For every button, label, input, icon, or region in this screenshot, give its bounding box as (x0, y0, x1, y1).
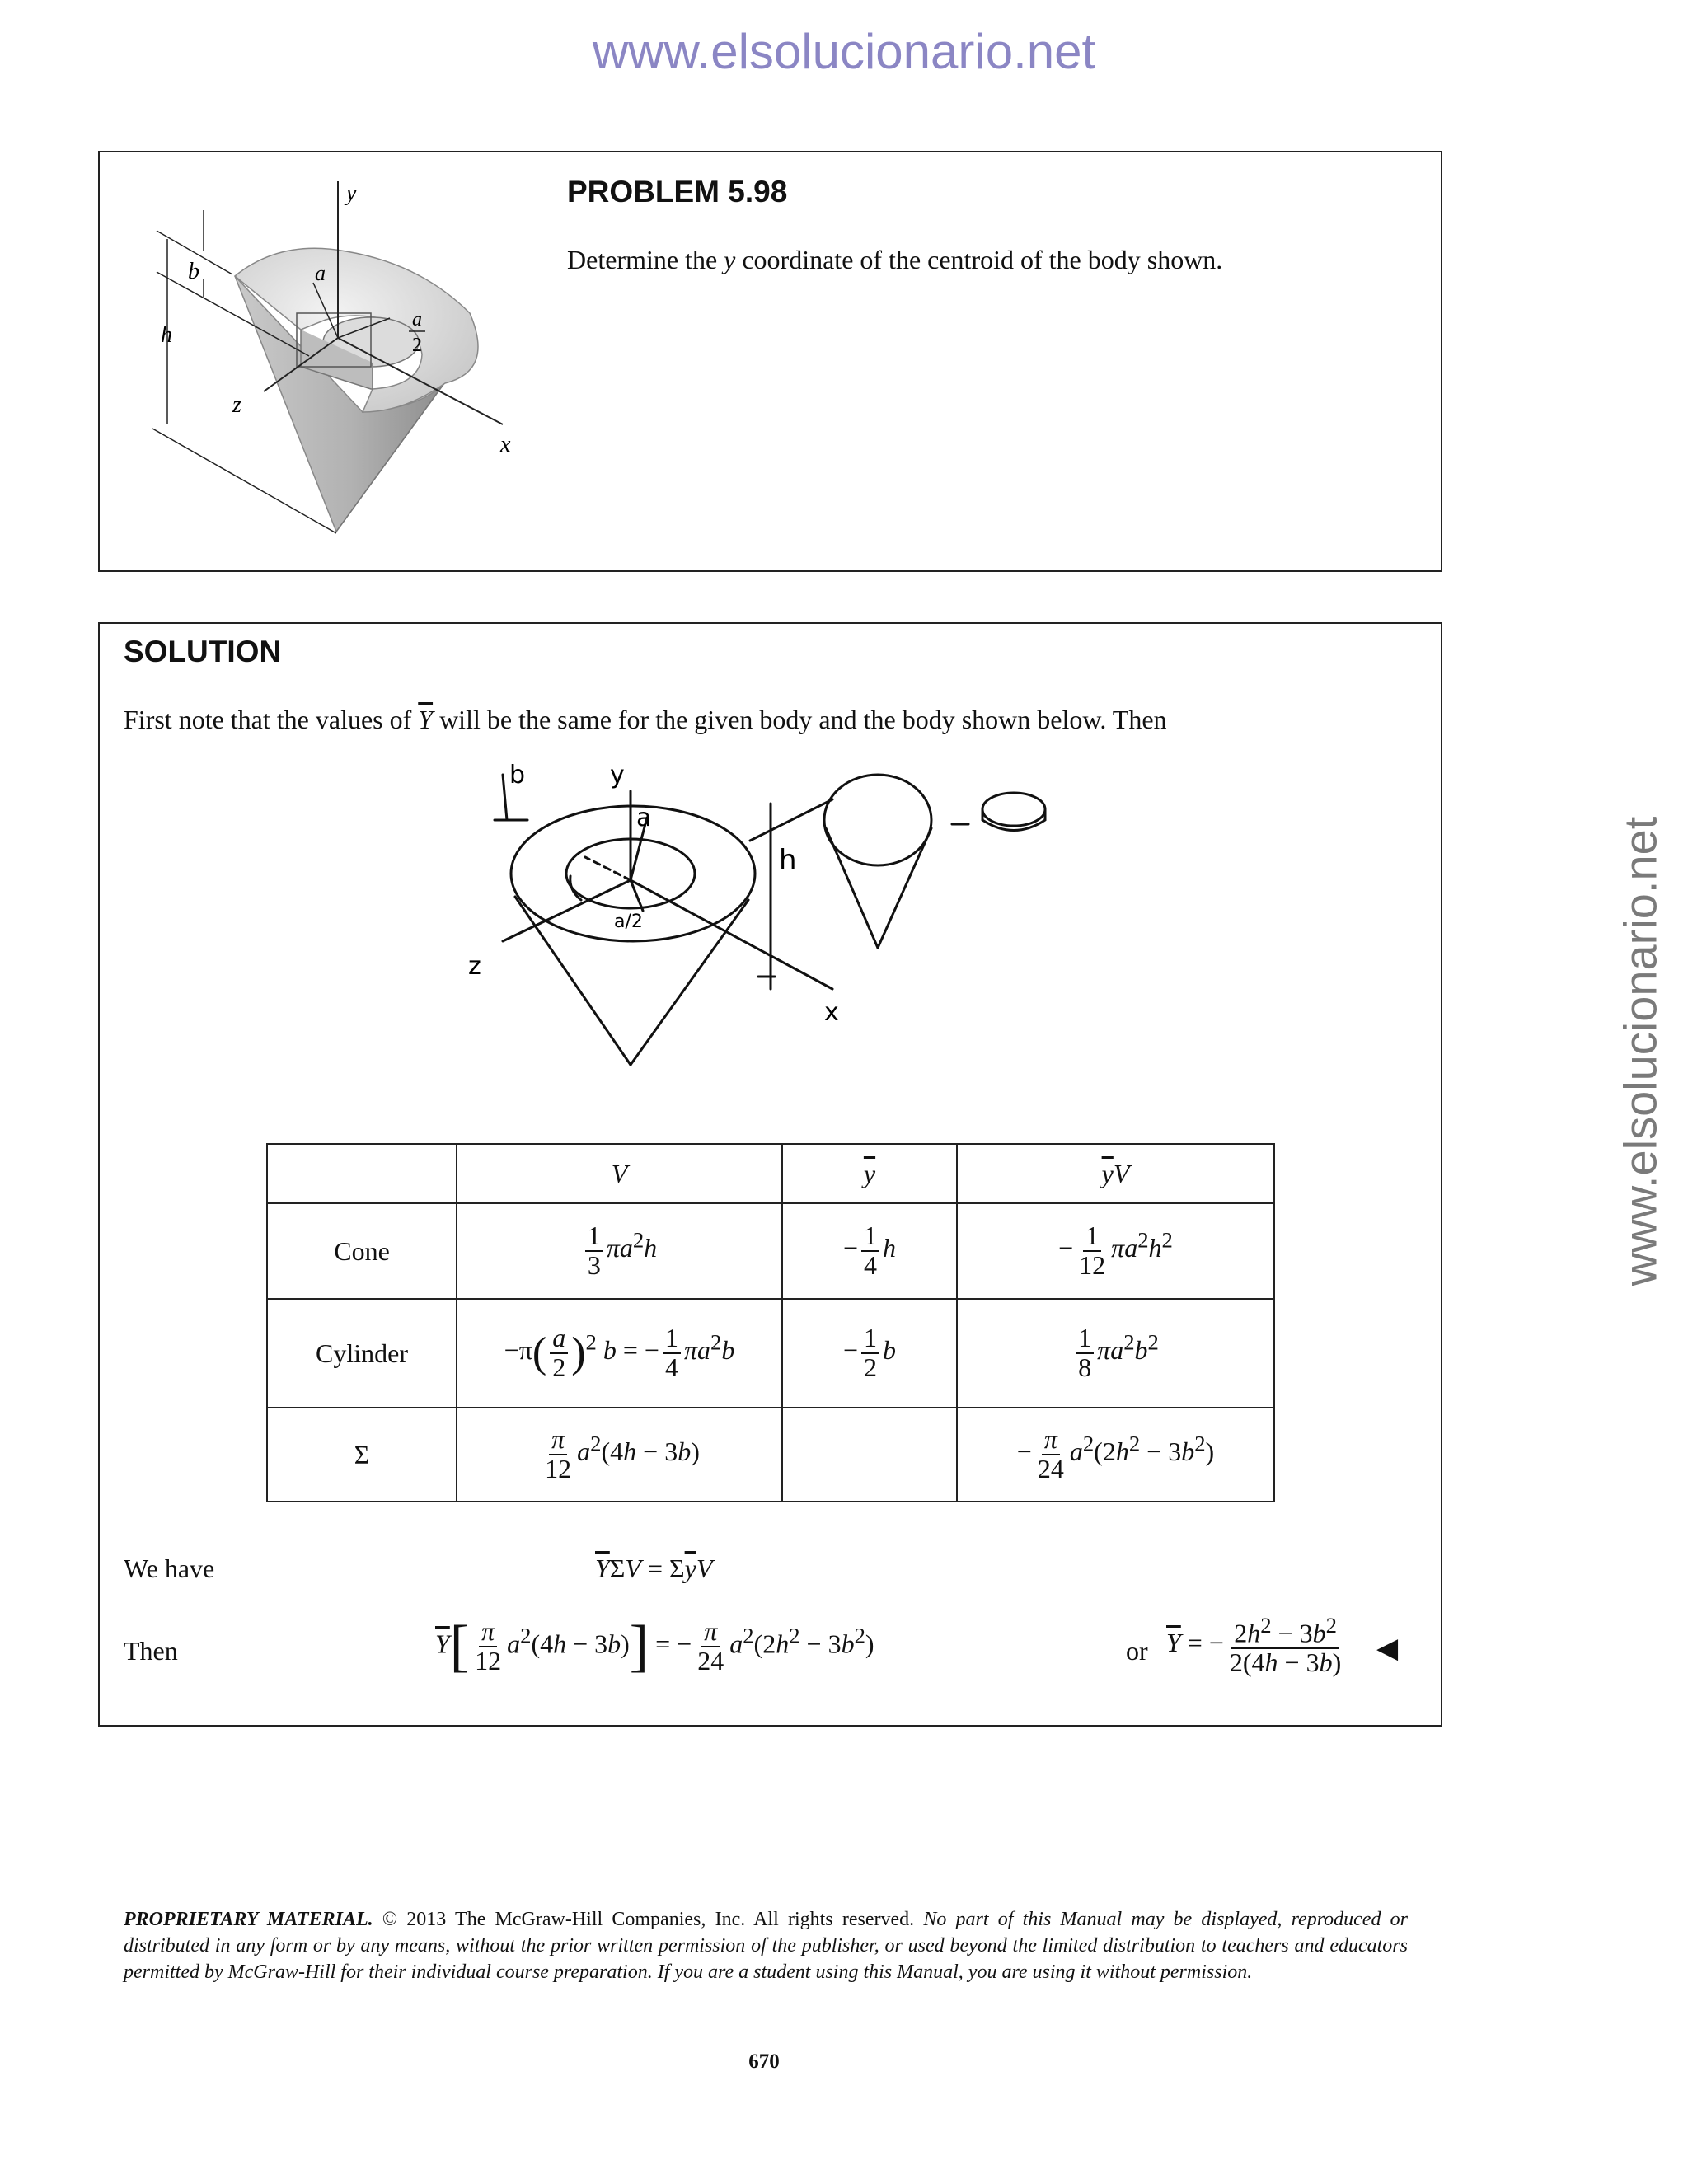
sketch-label-y: y (610, 761, 625, 790)
table-row (267, 1408, 1274, 1502)
fig-label-z: z (232, 392, 241, 418)
fig-label-a: a (315, 261, 326, 285)
cone-y: − $\frac{1}{4}$ h (782, 1203, 957, 1299)
problem-statement (567, 245, 1222, 275)
sketch-label-h: h (779, 844, 797, 877)
fig-label-h: h (161, 322, 172, 348)
we-have-equation: $\overline{Y}\Sigma V = \Sigma\overline{y}V$ (595, 1554, 713, 1583)
fig-label-a2-den: 2 (412, 335, 422, 356)
sketch-label-x: x (824, 998, 839, 1027)
table-header-yV: $\overline{y}V$ (957, 1144, 1274, 1203)
sum-yV: − $\frac{\pi}{24}$ $a^2(2h^2 - 3b^2)$ (957, 1408, 1274, 1502)
answer-equation: $\overline{Y}$ = − $\frac{2h^2 - 3b^2}{2(4h - 3b)}$ (1166, 1613, 1342, 1678)
solution-sketch (445, 758, 1088, 1080)
row-label-sum: Σ (267, 1408, 457, 1502)
cylinder-V: −π( $\frac{a}{2}$ )$^2$ b = − $\frac{1}{4}$ $\pi a^2b$ (457, 1299, 782, 1408)
table-row (267, 1203, 1274, 1299)
then-equation: $\overline{Y}$[ $\frac{\pi}{12}$ $a^2(4h - 3b)$] = − $\frac{\pi}{24}$ $a^2(2h^2 - 3b^2)$ (435, 1615, 874, 1678)
intro-var: $\overline{Y}$ (418, 705, 434, 734)
we-have-label: We have (124, 1554, 215, 1583)
sketch-label-z: z (468, 952, 481, 981)
sketch-label-b: b (509, 761, 526, 790)
intro-pre: First note that the values of (124, 705, 419, 734)
problem-title: PROBLEM 5.98 (567, 175, 788, 209)
table-header-y: $\overline{y}$ (782, 1144, 957, 1203)
table-header-V: V (457, 1144, 782, 1203)
footer-bold-label: PROPRIETARY MATERIAL. (124, 1909, 373, 1930)
statement-post: coordinate of the centroid of the body shown. (735, 245, 1223, 274)
fig-label-y: y (346, 180, 357, 206)
centroid-table (266, 1143, 1275, 1502)
watermark-top[interactable]: www.elsolucionario.net (592, 24, 1096, 79)
solution-title: SOLUTION (124, 635, 282, 668)
fig-label-a2-num: a (412, 309, 422, 330)
row-label-cylinder: Cylinder (267, 1299, 457, 1408)
cylinder-yV: $\frac{1}{8}$ $\pi a^2b^2$ (957, 1299, 1274, 1408)
copyright-footer (124, 1906, 1408, 1985)
sum-y (782, 1408, 957, 1502)
fig-label-b: b (188, 259, 199, 284)
row-label-cone: Cone (267, 1203, 457, 1299)
cylinder-y: − $\frac{1}{2}$ b (782, 1299, 957, 1408)
or-label: or (1126, 1636, 1148, 1666)
problem-figure (140, 173, 536, 544)
statement-pre: Determine the (567, 245, 724, 274)
answer-marker-icon: ◀ (1376, 1633, 1399, 1664)
footer-notice: No part of this Manual may be displayed, reproduced or distributed in any form or by any means, without the prior written permission of the publisher, or used beyond the limited distribution to teachers and educators permitted by McGraw-Hill for their individual course preparation. If you are a student using this Manual, you are using it without permission. (124, 1909, 1408, 1983)
cone-V: $\frac{1}{3}$ $\pi a^2h$ (457, 1203, 782, 1299)
sum-V: $\frac{\pi}{12}$ $a^2(4h - 3b)$ (457, 1408, 782, 1502)
sketch-label-a: a (636, 804, 652, 832)
sketch-label-a2: a/2 (614, 912, 643, 932)
then-label: Then (124, 1636, 178, 1666)
intro-post: will be the same for the given body and the body shown below. Then (433, 705, 1167, 734)
table-header-empty (267, 1144, 457, 1203)
yV-ybar: $\overline{y}$ (1101, 1158, 1114, 1188)
statement-var: y (724, 245, 736, 274)
fig-label-x: x (500, 432, 511, 457)
cone-yV: − $\frac{1}{12}$ $\pi a^2h^2$ (957, 1203, 1274, 1299)
table-row (267, 1299, 1274, 1408)
page-number: 670 (748, 2050, 780, 2073)
footer-copyright: © 2013 The McGraw-Hill Companies, Inc. All rights reserved. (373, 1909, 924, 1930)
watermark-side-text[interactable]: www.elsolucionario.net (1614, 816, 1667, 1286)
solution-intro (124, 705, 1167, 735)
